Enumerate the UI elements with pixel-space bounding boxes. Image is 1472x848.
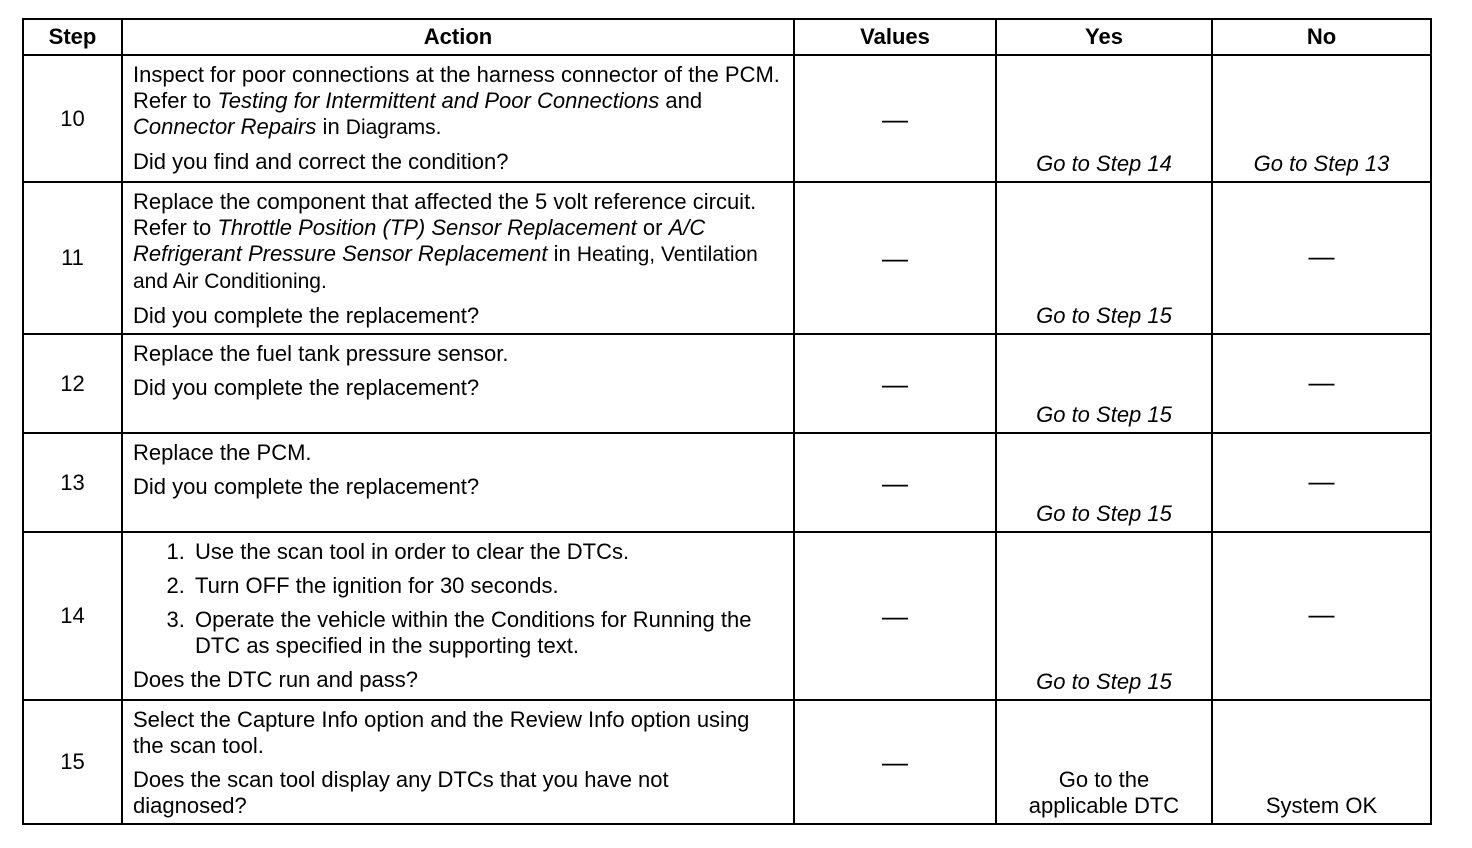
values-cell: — — [794, 433, 996, 532]
values-cell: — — [794, 532, 996, 700]
values-cell: — — [794, 55, 996, 182]
yes-cell: Go to Step 15 — [996, 334, 1212, 433]
action-question: Does the scan tool display any DTCs that you have not diagnosed? — [133, 767, 669, 818]
yes-line: Go to the — [1058, 767, 1150, 792]
table-row — [23, 55, 1431, 182]
step-number: 13 — [23, 433, 122, 532]
header-no: No — [1212, 19, 1431, 55]
action-text: Replace the PCM. — [133, 440, 312, 465]
action-question: Does the DTC run and pass? — [133, 667, 418, 692]
step-number: 11 — [23, 182, 122, 334]
table-row — [23, 532, 1431, 700]
action-question: Did you find and correct the condition? — [133, 149, 509, 174]
header-row — [23, 19, 1431, 55]
step-number: 12 — [23, 334, 122, 433]
action-cell — [122, 334, 794, 433]
no-cell: Go to Step 13 — [1212, 55, 1431, 182]
header-yes: Yes — [996, 19, 1212, 55]
header-step: Step — [23, 19, 122, 55]
yes-cell — [996, 700, 1212, 824]
table-row — [23, 334, 1431, 433]
yes-cell: Go to Step 15 — [996, 433, 1212, 532]
list-item: 1. Use the scan tool in order to clear the DTCs. — [191, 539, 783, 565]
step-number: 14 — [23, 532, 122, 700]
list-item: 2. Turn OFF the ignition for 30 seconds. — [191, 573, 783, 599]
no-cell: System OK — [1212, 700, 1431, 824]
header-action: Action — [122, 19, 794, 55]
yes-cell: Go to Step 14 — [996, 55, 1212, 182]
action-cell — [122, 55, 794, 182]
yes-cell: Go to Step 15 — [996, 182, 1212, 334]
header-values: Values — [794, 19, 996, 55]
action-cell — [122, 433, 794, 532]
action-list — [133, 539, 783, 659]
action-text: Replace the component that affected the 5 volt reference circuit. Refer to Throttle Position (TP) Sensor Replacement or A/C Refrigerant Pressure Sensor Replacement in Heating, Ventilation and Air Conditioning. — [133, 189, 758, 293]
diagnostic-table — [22, 18, 1432, 825]
action-text: Select the Capture Info option and the Review Info option using the scan tool. — [133, 707, 750, 758]
step-number: 10 — [23, 55, 122, 182]
yes-line: applicable DTC — [1028, 793, 1180, 818]
no-cell: — — [1212, 182, 1431, 334]
step-number: 15 — [23, 700, 122, 824]
table-row — [23, 182, 1431, 334]
values-cell: — — [794, 334, 996, 433]
no-cell: — — [1212, 532, 1431, 700]
no-cell: — — [1212, 334, 1431, 433]
list-item: 3. Operate the vehicle within the Conditions for Running the DTC as specified in the supporting text. — [191, 607, 783, 659]
action-cell — [122, 700, 794, 824]
values-cell: — — [794, 700, 996, 824]
action-question: Did you complete the replacement? — [133, 375, 480, 400]
action-cell — [122, 532, 794, 700]
yes-cell: Go to Step 15 — [996, 532, 1212, 700]
table-row — [23, 700, 1431, 824]
action-text: Inspect for poor connections at the harness connector of the PCM. Refer to Testing for Intermittent and Poor Connections and Connector Repairs in Diagrams. — [133, 62, 780, 139]
no-cell: — — [1212, 433, 1431, 532]
values-cell: — — [794, 182, 996, 334]
table-row — [23, 433, 1431, 532]
action-question: Did you complete the replacement? — [133, 474, 480, 499]
action-text: Replace the fuel tank pressure sensor. — [133, 341, 509, 366]
action-question: Did you complete the replacement? — [133, 303, 480, 328]
action-cell — [122, 182, 794, 334]
